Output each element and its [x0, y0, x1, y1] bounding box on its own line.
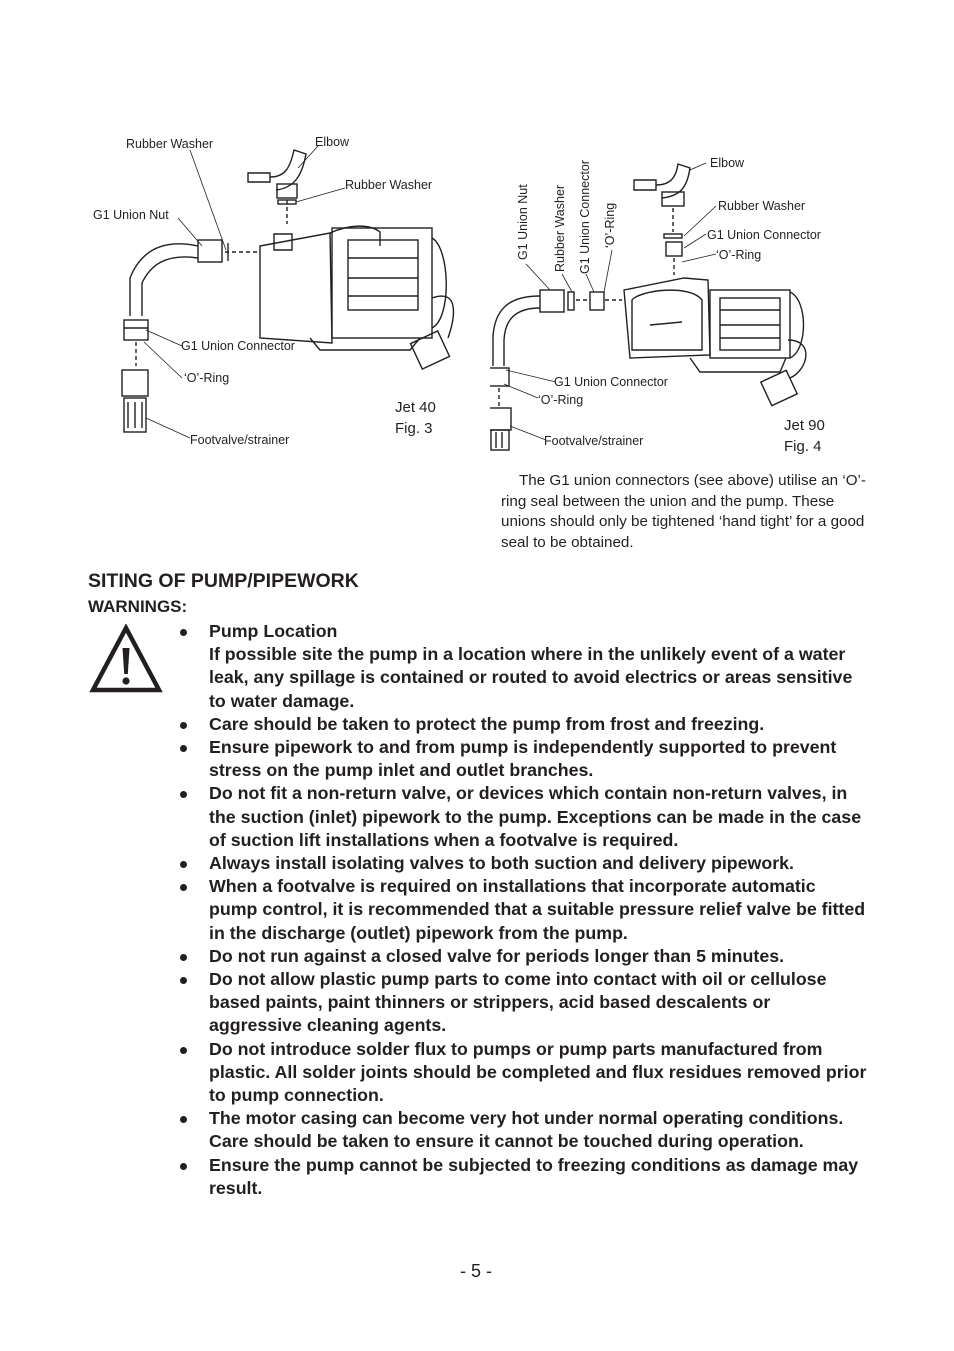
label-elbow: Elbow	[315, 135, 350, 149]
warning-text: Care should be taken to protect the pump from frost and freezing.	[209, 713, 765, 734]
label-rubber-washer-vertical: Rubber Washer	[553, 184, 567, 272]
label-o-ring: ‘O’-Ring	[716, 248, 762, 262]
figure-jet90-diagram	[490, 150, 870, 460]
warnings-list	[178, 620, 868, 1200]
footvalve-part	[122, 370, 148, 396]
union-nut	[198, 240, 222, 262]
warning-item	[178, 1154, 868, 1200]
warning-text: Do not introduce solder flux to pumps or pump parts manufactured from plastic. All solder joints should be completed and flux residues removed prior to pump connection.	[209, 1038, 867, 1106]
warning-text: Do not allow plastic pump parts to come into contact with oil or cellulose based paints, paint thinners or strippers, acid based descalents or aggressive cleaning agents.	[209, 969, 827, 1036]
label-rubber-washer-2: Rubber Washer	[345, 178, 433, 192]
elbow-nut	[277, 184, 297, 198]
warning-text: Ensure pipework to and from pump is independently supported to prevent stress on the pump inlet and outlet branches.	[209, 737, 837, 781]
warning-text: Ensure the pump cannot be subjected to freezing conditions as damage may result.	[209, 1154, 859, 1198]
motor-block	[332, 228, 432, 338]
warning-item	[178, 1038, 868, 1108]
warning-item	[178, 945, 868, 968]
warning-text: Do not fit a non-return valve, or devices which contain non-return valves, in the suction (inlet) pipework to the pump. Exceptions can be made in the case of suction lift installations when a footvalve is required.	[209, 783, 862, 850]
warning-item	[178, 852, 868, 875]
label-o-ring-vertical: ‘O’-Ring	[603, 202, 617, 248]
warning-text: When a footvalve is required on installations that incorporate automatic pump control, it is recommended that a suitable pressure relief valve be fitted in the discharge (outlet) pipework from the pump.	[209, 876, 866, 943]
caption-model: Jet 40	[395, 399, 436, 416]
label-rubber-washer: Rubber Washer	[718, 199, 806, 213]
warning-text: The motor casing can become very hot under normal operating conditions. Care should be taken to ensure it cannot be touched during operation.	[209, 1108, 844, 1152]
warning-item	[178, 736, 868, 782]
warning-triangle-icon	[89, 624, 163, 694]
warning-item	[178, 875, 868, 945]
motor-block	[710, 290, 790, 358]
section-title: SITING OF PUMP/PIPEWORK	[88, 570, 359, 592]
warning-item	[178, 968, 868, 1038]
warning-item	[178, 713, 868, 736]
label-g1-union-connector: G1 Union Connector	[181, 339, 295, 353]
figure-jet40-diagram	[80, 128, 480, 458]
label-o-ring: ‘O’-Ring	[184, 371, 230, 385]
suction-pipe	[130, 244, 198, 316]
caption-fig: Fig. 3	[395, 420, 433, 437]
warning-item	[178, 1107, 868, 1153]
label-g1-union-connector: G1 Union Connector	[707, 228, 821, 242]
pump-body	[260, 233, 332, 343]
plug	[410, 331, 449, 369]
label-o-ring-lower: ‘O’-Ring	[538, 393, 584, 407]
warning-item	[178, 620, 868, 713]
caption-model: Jet 90	[784, 417, 825, 434]
warnings-subtitle: WARNINGS:	[88, 597, 188, 616]
label-g1-union-connector-lower: G1 Union Connector	[554, 375, 668, 389]
warning-text: Do not run against a closed valve for periods longer than 5 minutes.	[209, 945, 785, 966]
label-elbow: Elbow	[710, 156, 745, 170]
warning-text: If possible site the pump in a location where in the unlikely event of a water leak, any spillage is contained or routed to avoid electrics or areas sensitive to water damage.	[209, 644, 853, 711]
label-footvalve: Footvalve/strainer	[544, 434, 644, 448]
caption-fig: Fig. 4	[784, 438, 822, 455]
label-g1-union-connector-vertical: G1 Union Connector	[578, 160, 592, 274]
label-g1-union-nut: G1 Union Nut	[93, 208, 169, 222]
warning-text: Always install isolating valves to both suction and delivery pipework.	[209, 853, 794, 874]
label-footvalve: Footvalve/strainer	[190, 433, 290, 447]
warning-item	[178, 782, 868, 852]
union-connector-note: The G1 union connectors (see above) utilise an ‘O’-ring seal between the union and the pump. These unions should only be tightened ‘hand tight’ for a good seal to be obtained.	[501, 472, 866, 551]
label-g1-union-nut-vertical: G1 Union Nut	[516, 184, 530, 260]
label-rubber-washer: Rubber Washer	[126, 137, 214, 151]
warning-title: Pump Location	[209, 621, 338, 641]
page-number: - 5 -	[460, 1261, 493, 1281]
